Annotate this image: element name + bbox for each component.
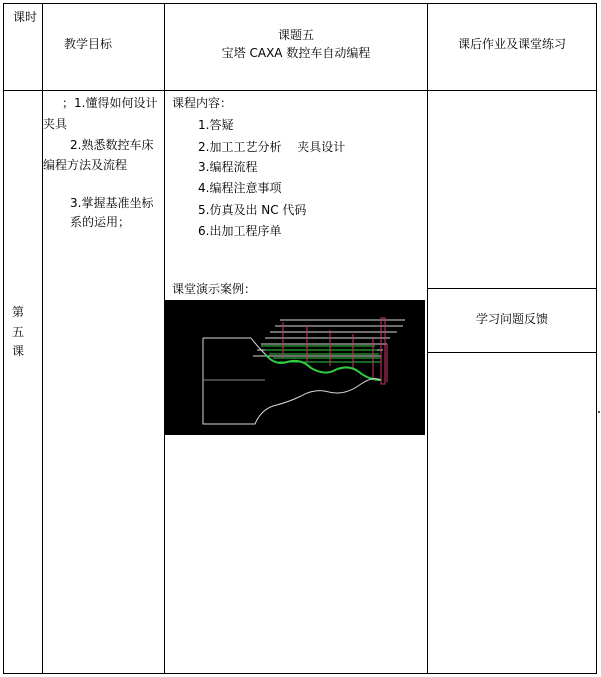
- header-period: 课时: [13, 10, 38, 24]
- table-right-border: [596, 3, 597, 674]
- content-item: 6.出加工程序单: [198, 224, 282, 238]
- homework-divider-bottom: [427, 352, 597, 353]
- page-margin-mark: [598, 411, 600, 413]
- content-item: 1.答疑: [198, 118, 234, 132]
- period-char-2: 五: [12, 325, 25, 339]
- goal-1-line-2: 夹具: [43, 117, 68, 131]
- header-homework: 课后作业及课堂练习: [457, 37, 566, 51]
- learning-feedback-label: 学习问题反馈: [475, 312, 548, 326]
- header-teaching-goal: 教学目标: [64, 37, 113, 51]
- header-topic-title: 课题五: [277, 28, 314, 42]
- content-item: 5.仿真及出 NC 代码: [198, 203, 307, 217]
- col-divider-3: [427, 3, 428, 674]
- header-bottom-border: [3, 90, 597, 91]
- homework-divider-top: [427, 288, 597, 289]
- period-char-3: 课: [12, 344, 25, 358]
- content-item: 2.加工工艺分析 夹具设计: [198, 140, 346, 154]
- header-topic-subtitle: 宝塔 CAXA 数控车自动编程: [221, 46, 371, 60]
- cam-toolpath-image: [165, 300, 425, 435]
- goal-3-line-1: 3.掌握基准坐标: [70, 196, 154, 210]
- content-item: 3.编程流程: [198, 160, 258, 174]
- content-item: 4.编程注意事项: [198, 181, 282, 195]
- demo-case-label: 课堂演示案例：: [172, 282, 257, 296]
- table-bottom-border: [3, 673, 597, 674]
- period-char-1: 第: [12, 305, 25, 319]
- goal-2-line-2: 编程方法及流程: [43, 158, 128, 172]
- goal-2-line-1: 2.熟悉数控车床: [70, 138, 154, 152]
- goal-1-line-1: ；1.懂得如何设计: [62, 96, 158, 110]
- table-top-border: [3, 3, 597, 4]
- col-divider-1: [42, 3, 43, 674]
- goal-3-line-2: 系的运用；: [70, 215, 131, 229]
- table-left-border: [3, 3, 4, 674]
- toolpath-drawing: [165, 300, 425, 435]
- content-heading: 课程内容：: [172, 96, 233, 110]
